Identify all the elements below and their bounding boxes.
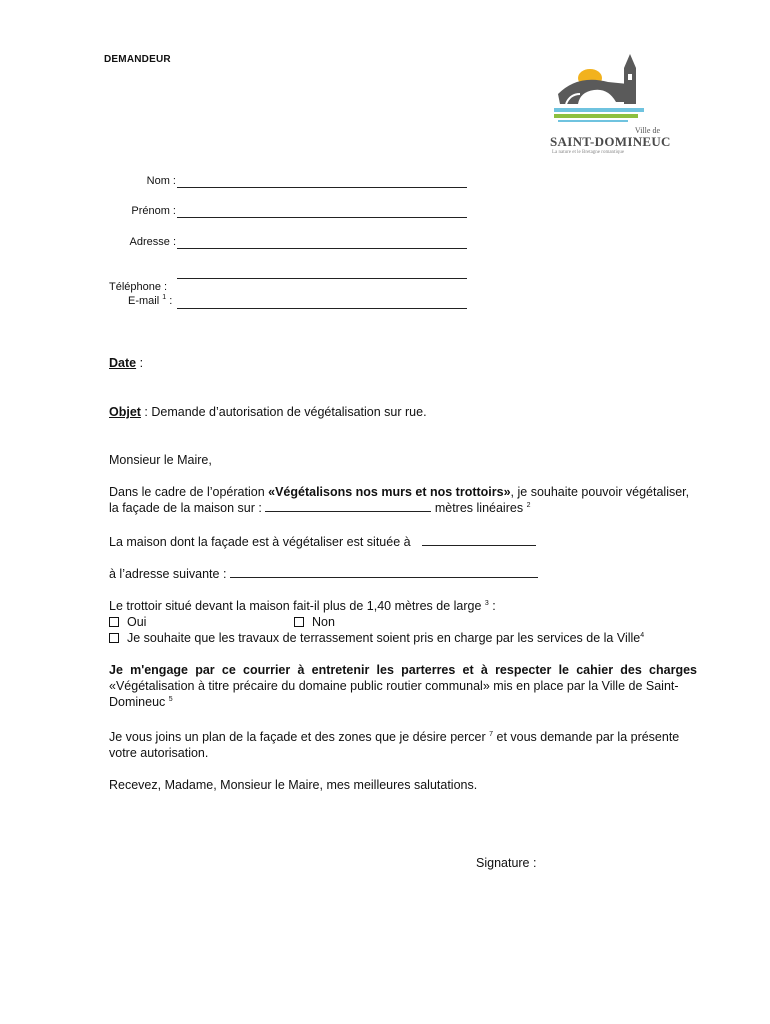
objet-text: : Demande d’autorisation de végétalisation sur rue. — [140, 405, 427, 419]
footnote-ref-4: 4 — [640, 632, 645, 639]
email-field[interactable] — [177, 308, 467, 309]
footnote-ref-2: 2 — [526, 502, 531, 509]
operation-text-a: Dans le cadre de l’opération — [109, 485, 269, 499]
prenom-field[interactable] — [177, 217, 467, 218]
engagement-bold: Je m'engage par ce courrier à entretenir les parterres et à respecter le cahier des charges — [109, 663, 697, 677]
option-non[interactable] — [294, 614, 335, 630]
option-travaux[interactable] — [109, 630, 644, 646]
footnote-ref-5: 5 — [168, 696, 173, 703]
closing: Recevez, Madame, Monsieur le Maire, mes meilleures salutations. — [109, 778, 478, 792]
joint-text-a: Je vous joins un plan de la façade et des zones que je désire percer — [109, 730, 486, 744]
ville-field[interactable] — [422, 534, 536, 546]
trottoir-text: Le trottoir situé devant la maison fait-il plus de 1,40 mètres de large — [109, 599, 482, 613]
logo-text-name: SAINT-DOMINEUC — [550, 134, 671, 149]
paragraph-maison — [109, 534, 536, 550]
maison-text: La maison dont la façade est à végétaliser est située à — [109, 535, 411, 549]
prenom-label: Prénom : — [131, 205, 176, 217]
signature-label: Signature : — [476, 856, 537, 870]
engagement-line-3: Domineuc — [109, 695, 166, 709]
travaux-checkbox[interactable] — [109, 633, 119, 643]
oui-checkbox[interactable] — [109, 617, 119, 627]
adresse-label: Adresse : — [129, 236, 176, 248]
town-logo — [548, 54, 671, 158]
telephone-label: Téléphone : — [109, 281, 168, 293]
footnote-ref-7: 7 — [489, 731, 494, 738]
date-suffix: : — [136, 356, 144, 370]
metres-field[interactable] — [265, 500, 431, 512]
date-line — [109, 355, 143, 371]
paragraph-joint — [109, 729, 699, 761]
paragraph-operation — [109, 484, 699, 516]
signature-area[interactable] — [420, 875, 670, 985]
joint-text-c: votre autorisation. — [109, 746, 209, 760]
logo-text-tagline: La nature et le Bretagne romantique — [552, 150, 625, 155]
email-label-colon: : — [169, 295, 173, 307]
logo-emblem-icon — [548, 54, 666, 126]
salutation: Monsieur le Maire, — [109, 453, 212, 467]
paragraph-engagement — [109, 662, 697, 710]
travaux-label: Je souhaite que les travaux de terrassement soient pris en charge par les services de la Ville — [127, 631, 641, 645]
date-label: Date — [109, 356, 137, 370]
paragraph-adresse — [109, 566, 538, 582]
facade-text: la façade de la maison sur : — [109, 501, 262, 515]
objet-line — [109, 404, 427, 420]
adresse-text: à l’adresse suivante : — [109, 567, 227, 581]
nom-field[interactable] — [177, 187, 467, 188]
adresse-suivante-field[interactable] — [230, 566, 538, 578]
non-label: Non — [312, 615, 335, 629]
adresse-field[interactable] — [177, 248, 467, 249]
option-oui[interactable] — [109, 614, 146, 630]
section-title: DEMANDEUR — [104, 54, 171, 65]
footnote-ref-1: 1 — [162, 294, 167, 301]
paragraph-trottoir — [109, 598, 496, 614]
trottoir-suffix: : — [488, 599, 496, 613]
operation-text-b: , je souhaite pouvoir végétaliser, — [510, 485, 690, 499]
engagement-line-2: «Végétalisation à titre précaire du domaine public routier communal» mis en place par la Ville de Saint- — [109, 679, 679, 693]
oui-label: Oui — [127, 615, 147, 629]
operation-name: «Végétalisons nos murs et nos trottoirs» — [268, 485, 511, 499]
adresse-field-line-2[interactable] — [177, 278, 467, 279]
email-label — [128, 295, 172, 307]
metres-text: mètres linéaires — [434, 501, 524, 515]
nom-label: Nom : — [146, 175, 176, 187]
non-checkbox[interactable] — [294, 617, 304, 627]
email-label-text: E-mail — [128, 295, 160, 307]
logo-text-ville: Ville de — [634, 126, 660, 135]
joint-text-b: et vous demande par la présente — [493, 730, 680, 744]
objet-label: Objet — [109, 405, 141, 419]
footnote-ref-3: 3 — [484, 600, 489, 607]
